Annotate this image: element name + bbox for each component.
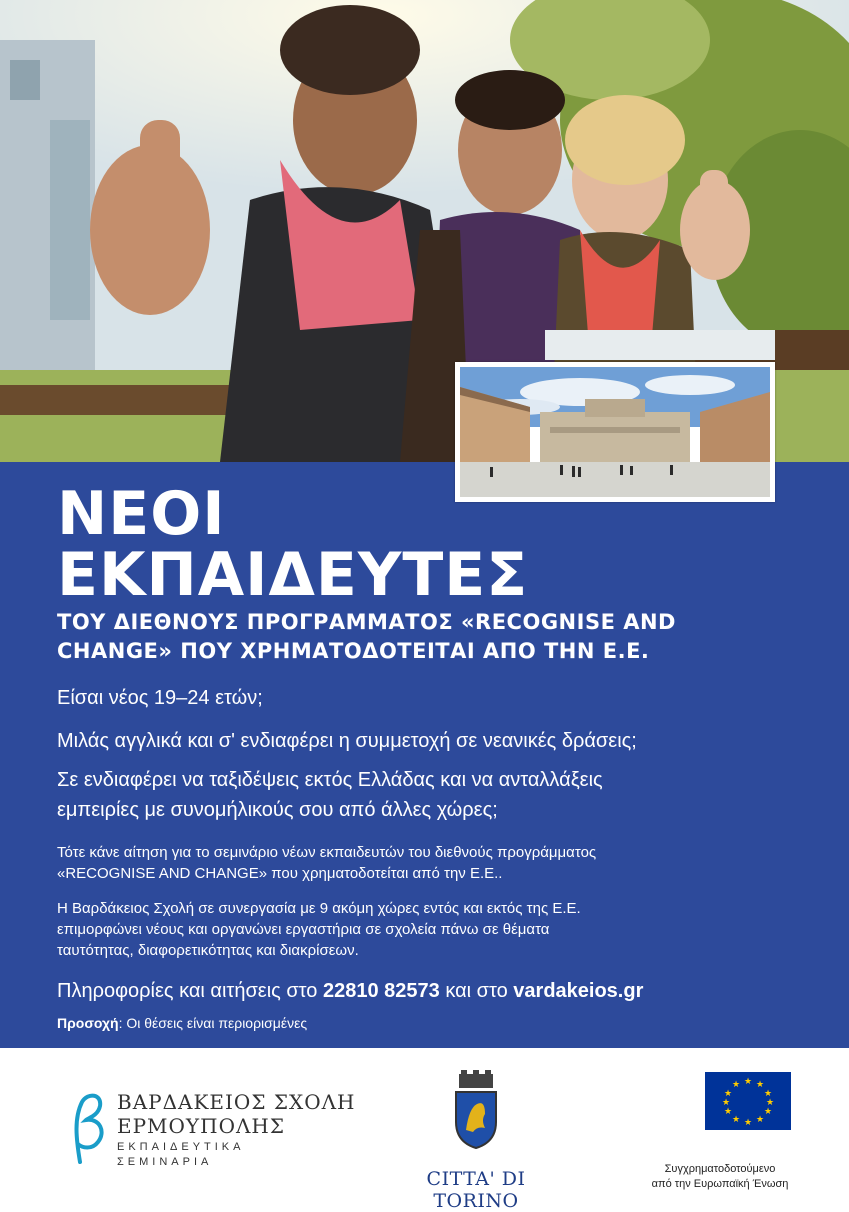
- question-travel-line2: εμπειρίες με συνομήλικούς σου από άλλες χώρες;: [57, 799, 498, 821]
- paragraph-school-line3: ταυτότητας, διαφορετικότητας και διακρίσεων.: [57, 942, 359, 959]
- subtitle-line2: CHANGE» ΠΟΥ ΧΡΗΜΑΤΟΔΟΤΕΙΤΑΙ ΑΠΟ ΤΗΝ Ε.Ε.: [57, 639, 650, 663]
- subtitle: [57, 608, 817, 666]
- notice-line: [57, 1015, 307, 1031]
- vardakeios-name-line1: ΒΑΡΔΑΚΕΙΟΣ ΣΧΟΛΗ: [117, 1090, 356, 1114]
- vardakeios-beta-logo-icon: [60, 1088, 112, 1168]
- inset-turin-photo: [455, 362, 775, 502]
- eu-cofunded-line1: Συγχρηματοδοτούμενο: [664, 1163, 776, 1175]
- contact-line: [57, 980, 643, 1003]
- svg-text:★: ★: [765, 1098, 775, 1108]
- svg-text:★: ★: [763, 1089, 773, 1099]
- paragraph-apply: [57, 842, 817, 884]
- svg-text:★: ★: [731, 1115, 741, 1125]
- svg-text:★: ★: [721, 1098, 731, 1108]
- svg-text:★: ★: [755, 1080, 765, 1090]
- svg-text:★: ★: [743, 1118, 753, 1128]
- vardakeios-tagline-line1: ΕΚΠΑΙΔΕΥΤΙΚΑ: [117, 1141, 245, 1153]
- headline-line1: ΝΕΟΙ: [57, 479, 226, 549]
- contact-prefix: Πληροφορίες και αιτήσεις στο: [57, 980, 323, 1002]
- paragraph-school-line2: επιμορφώνει νέους και οργανώνει εργαστήρια σε σχολεία πάνω σε θέματα: [57, 921, 550, 938]
- notice-label: Προσοχή: [57, 1015, 119, 1031]
- paragraph-school-line1: Η Βαρδάκειος Σχολή σε συνεργασία με 9 ακόμη χώρες εντός και εκτός της Ε.Ε.: [57, 900, 581, 917]
- torino-coat-of-arms-icon: [451, 1070, 501, 1150]
- question-travel-line1: Σε ενδιαφέρει να ταξιδέψεις εκτός Ελλάδας και να ανταλλάξεις: [57, 769, 603, 791]
- paragraph-school: [57, 898, 817, 961]
- question-english: Μιλάς αγγλικά και σ' ενδιαφέρει η συμμετοχή σε νεανικές δράσεις;: [57, 730, 637, 752]
- headline-line2: ΕΚΠΑΙΔΕΥΤΕΣ: [57, 540, 529, 610]
- svg-text:★: ★: [743, 1077, 753, 1087]
- svg-text:★: ★: [723, 1089, 733, 1099]
- vardakeios-tagline-line2: ΣΕΜΙΝΑΡΙΑ: [117, 1156, 213, 1168]
- eu-cofunded-line2: από την Ευρωπαϊκή Ένωση: [651, 1178, 789, 1190]
- contact-middle: και στο: [439, 980, 514, 1002]
- torino-name: CITTA' DI TORINO: [426, 1168, 526, 1212]
- eu-flag-icon: [705, 1072, 791, 1130]
- contact-website-link[interactable]: vardakeios.gr: [513, 980, 644, 1002]
- info-panel: [0, 462, 849, 1048]
- contact-phone[interactable]: 22810 82573: [322, 980, 440, 1002]
- notice-text: : Οι θέσεις είναι περιορισμένες: [118, 1015, 308, 1031]
- paragraph-apply-line1: Τότε κάνε αίτηση για το σεμινάριο νέων εκπαιδευτών του διεθνούς προγράμματος: [57, 844, 597, 861]
- svg-text:★: ★: [731, 1080, 741, 1090]
- subtitle-line1: ΤΟΥ ΔΙΕΘΝΟΥΣ ΠΡΟΓΡΑΜΜΑΤΟΣ «RECOGNISE AND: [57, 610, 676, 634]
- svg-text:★: ★: [723, 1107, 733, 1117]
- turin-piazza-photo: [460, 367, 770, 497]
- footer-logos: [0, 1048, 849, 1212]
- svg-text:★: ★: [763, 1107, 773, 1117]
- vardakeios-name-line2: ΕΡΜΟΥΠΟΛΗΣ: [117, 1114, 285, 1138]
- question-age: Είσαι νέος 19–24 ετών;: [57, 687, 263, 709]
- question-travel: [57, 765, 817, 825]
- paragraph-apply-line2: «RECOGNISE AND CHANGE» που χρηματοδοτείται από την Ε.Ε..: [57, 865, 503, 882]
- svg-text:★: ★: [755, 1115, 765, 1125]
